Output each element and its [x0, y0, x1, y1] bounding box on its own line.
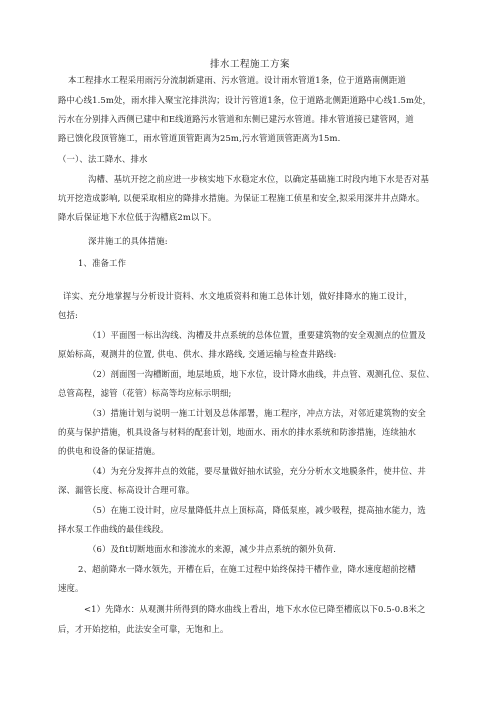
text-line: 污水在分别排入西侧已建中和E线道路污水管道和东侧已建污水管道。排水管道接已建管网，道 [58, 114, 414, 124]
text-line: 包括: [58, 310, 79, 320]
text-line: 深、漏管长度、标高设计合理可靠。 [58, 485, 195, 495]
text-line: 降水后保证地下水位低于沟槽底2m以下。 [58, 212, 217, 222]
text-line: （一）、法工降水、排水 [58, 154, 148, 164]
text-line: 原始标高，观测井的位置, 供电、供水、排水路线, 交通运输与检查井路线: [58, 349, 337, 359]
text-line: 坑开挖造成影响, 以便采取相应的降排水措施。为保证工程施工侦星和安全,拟采用深井井点降水。 [58, 193, 425, 203]
text-line: （5）在施工设计时，应尽量降低井点上顶标高，降低泵座，减少吸程，提高抽水能力，选 [88, 505, 426, 515]
text-line: （6）及fit切断地面水和渗流水的来源，减少井点系统的额外负荷. [88, 544, 337, 554]
text-line: 后，才开始挖柏，此法安全可靠，无饱和上。 [58, 624, 229, 634]
text-line: （3）措施计划与说明一施工计划及总体部署，施工程序，冲点方法，对邻近建筑物的安全 [88, 408, 426, 418]
text-line: 1、准备工作 [78, 258, 127, 268]
text-line: 路中心线1.5m处，雨水排入聚宝沱排洪沟；设计污管道1条，位于道路北侧距道路中心线1.5m处， [58, 95, 432, 105]
text-line: 深井施工的具体措施: [88, 236, 168, 246]
text-line: 速度。 [58, 583, 84, 593]
text-line: 沟槽、基坑开挖之前应进一步核实地下水稳定水位，以确定基础施工时段内地下水是否对基 [88, 174, 429, 184]
text-line: （1）平面图一标出沟线、沟槽及井点系统的总体位置，重要建筑物的安全观测点的位置及 [88, 330, 426, 340]
text-line: 的莫与保护措施，机具设备与材料的配套计划，地面水、雨水的排水系统和防渗措施，连续抽水 [58, 427, 417, 437]
text-line: 2、超前降水一降水领先，开槽在后，在施工过程中始终保持干槽作业，降水速度超前挖槽 [78, 564, 416, 574]
text-line: （4）为充分发挥井点的效能，要尽量做好抽水试验，充分分析水文地膜条件，使井位、井 [88, 466, 426, 476]
text-line: 的供电和设备的保证措施。 [58, 446, 161, 456]
text-line: 择水泵工作曲线的最佳线段。 [58, 524, 169, 534]
text-line: 路已馈化段顶管施工，雨水管道顶管距离为25m,污水管道顶管距离为15m. [58, 133, 341, 143]
page-title: 排水工程施工方案 [209, 59, 290, 70]
text-line: 本工程排水工程采用雨污分流制新建雨、污水管道。设计雨水管道1条，位于道路南侧距道 [68, 75, 406, 85]
text-line: 总管高程，滤管（花管）标高等均应标示明细; [58, 388, 232, 398]
text-line: （2）剖面图一沟槽断面，地层地质，地下水位，设计降水曲线，井点管、观测孔位、泵位、 [88, 369, 435, 379]
text-line: <1）先降水：从观测井所得到的降水曲线上看出，地下水水位已降至槽底以下0.5-0.8米之 [84, 604, 426, 614]
text-line: 详实、充分地掌握与分析设计资料、水文地质资料和施工总体计划，做好排降水的施工设计， [63, 291, 413, 301]
